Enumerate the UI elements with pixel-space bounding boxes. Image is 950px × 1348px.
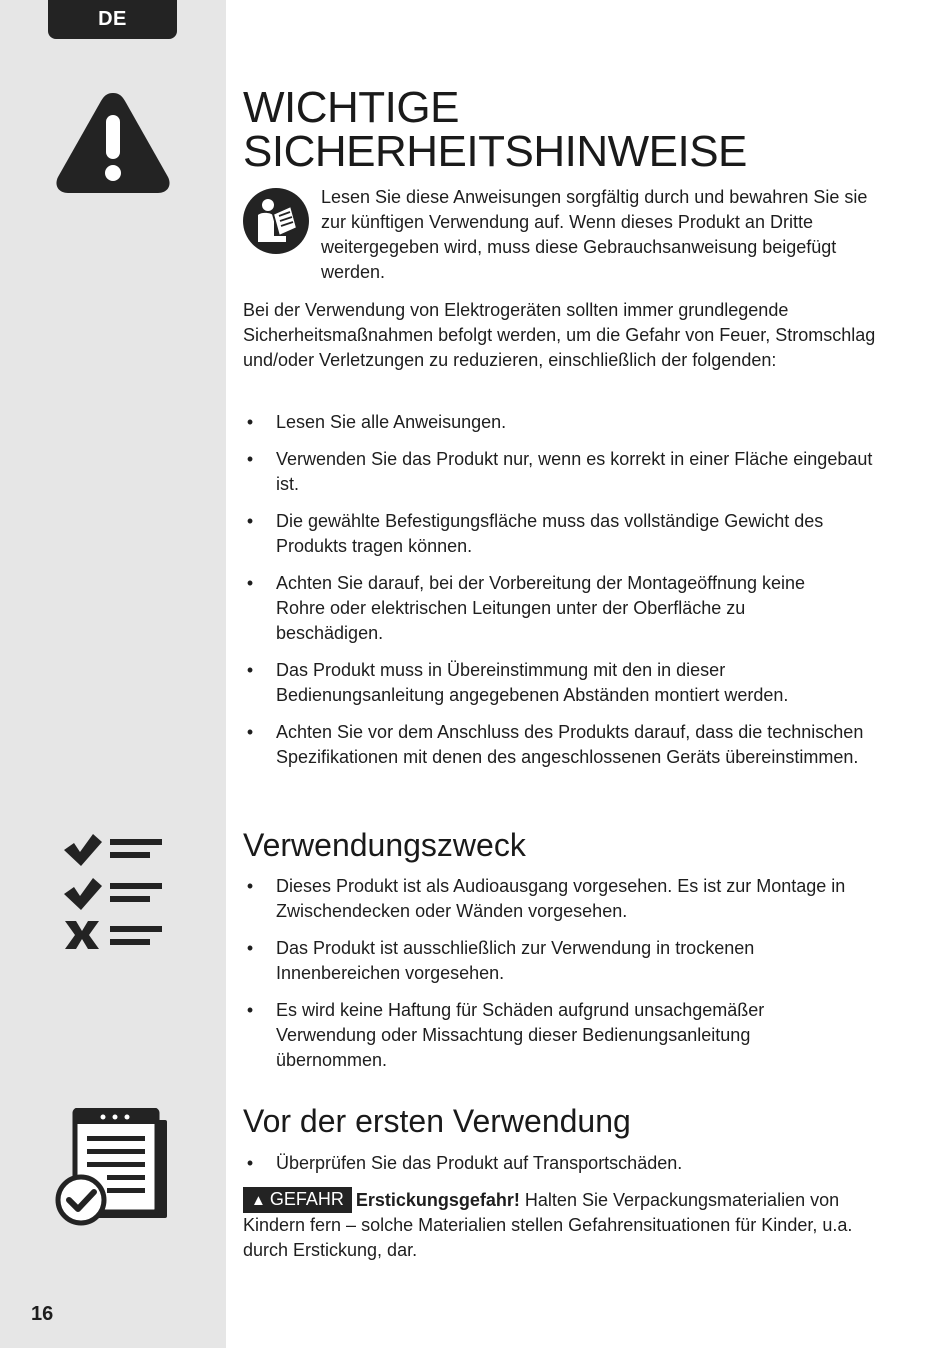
list-item: • Es wird keine Haftung für Schäden aufgrund unsachgemäßer Verwendung oder Missachtung dieser Bedienungsanleitung übernommen. bbox=[246, 1000, 765, 1070]
danger-title: Erstickungsgefahr! bbox=[355, 1190, 520, 1210]
page-title bbox=[243, 83, 893, 176]
danger-badge: ▲ GEFAHR bbox=[243, 1187, 352, 1213]
list-item: • Das Produkt ist ausschließlich zur Verwendung in trockenen Innenbereichen vorgesehen. bbox=[246, 938, 755, 983]
read-manual-icon bbox=[243, 188, 309, 254]
title-line-1: WICHTIGE bbox=[243, 83, 459, 132]
usage-list bbox=[243, 874, 893, 1073]
document-check-icon bbox=[55, 1108, 170, 1226]
list-item: • Dieses Produkt ist als Audioausgang vorgesehen. Es ist zur Montage in Zwischendecken oder Wänden vorgesehen. bbox=[246, 876, 846, 921]
language-tab: DE bbox=[48, 0, 177, 39]
warning-icon: ▲ bbox=[251, 1192, 266, 1209]
title-line-2: SICHERHEITSHINWEISE bbox=[243, 127, 747, 176]
section-heading-first-use: Vor der ersten Verwendung bbox=[243, 1103, 631, 1139]
list-item: • Lesen Sie alle Anweisungen. bbox=[246, 412, 507, 432]
danger-notice bbox=[243, 1187, 893, 1263]
warning-triangle-icon bbox=[54, 89, 172, 197]
list-item: • Achten Sie vor dem Anschluss des Produkts darauf, dass die technischen Spezifikationen mit denen des angeschlossenen Geräts übereinstimmen. bbox=[246, 722, 864, 767]
section-heading-usage: Verwendungszweck bbox=[243, 827, 526, 863]
safety-paragraph: Bei der Verwendung von Elektrogeräten sollten immer grundlegende Sicherheitsmaßnahmen befolgt werden, um die Gefahr von Feuer, Stromschlag und/oder Verletzungen zu reduzieren, einschließlich der folgenden: bbox=[243, 300, 876, 370]
page-number: 16 bbox=[31, 1303, 54, 1325]
safety-list bbox=[243, 410, 893, 770]
list-item: • Die gewählte Befestigungsfläche muss das vollständige Gewicht des Produkts tragen können. bbox=[246, 511, 824, 556]
intro-text: Lesen Sie diese Anweisungen sorgfältig durch und bewahren Sie sie zur künftigen Verwendung auf. Wenn dieses Produkt an Dritte weitergegeben wird, muss diese Gebrauchsanweisung beigefügt werden. bbox=[321, 187, 868, 282]
list-item: • Überprüfen Sie das Produkt auf Transportschäden. bbox=[246, 1153, 683, 1173]
list-item: • Verwenden Sie das Produkt nur, wenn es korrekt in einer Fläche eingebaut ist. bbox=[246, 449, 873, 494]
checklist-icon bbox=[62, 830, 164, 952]
danger-text: Halten Sie Verpackungsmaterialien von Kindern fern – solche Materialien stellen Gefahrensituationen für Kinder, u.a. durch Erstickung, dar. bbox=[243, 1190, 853, 1260]
first-use-list bbox=[243, 1151, 893, 1176]
list-item: • Achten Sie darauf, bei der Vorbereitung der Montageöffnung keine Rohre oder elektrischen Leitungen unter der Oberfläche zu beschädigen. bbox=[246, 573, 806, 643]
list-item: • Das Produkt muss in Übereinstimmung mit den in dieser Bedienungsanleitung angegebenen Abständen montiert werden. bbox=[246, 660, 789, 705]
